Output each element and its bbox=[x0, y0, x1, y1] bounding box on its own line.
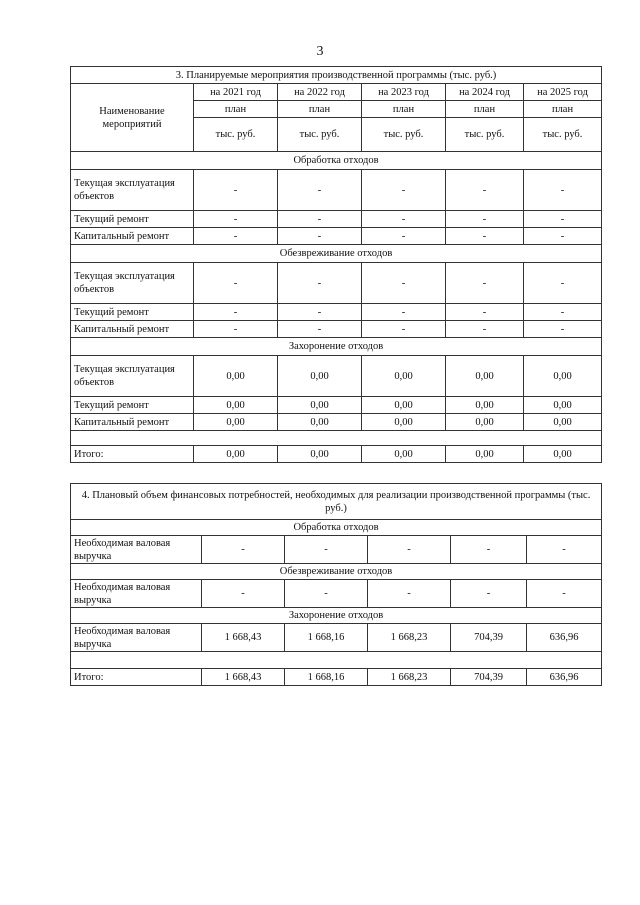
row-name: Текущая эксплуатация объектов bbox=[71, 356, 194, 397]
row-value: - bbox=[524, 263, 602, 304]
plan-header: план bbox=[278, 101, 362, 118]
row-value: 0,00 bbox=[194, 414, 278, 431]
row-value: - bbox=[527, 536, 602, 564]
row-value: - bbox=[362, 170, 446, 211]
row-value: - bbox=[446, 211, 524, 228]
plan-header: план bbox=[524, 101, 602, 118]
unit-header: тыс. руб. bbox=[362, 118, 446, 152]
row-value: - bbox=[278, 321, 362, 338]
row-value: - bbox=[362, 263, 446, 304]
row-name: Текущий ремонт bbox=[71, 211, 194, 228]
table-row bbox=[71, 536, 602, 564]
row-value: - bbox=[451, 580, 527, 608]
row-value: 0,00 bbox=[524, 397, 602, 414]
total-value: 704,39 bbox=[451, 669, 527, 686]
row-value: 1 668,23 bbox=[368, 624, 451, 652]
table-row bbox=[71, 580, 602, 608]
row-value: - bbox=[194, 170, 278, 211]
plan-header: план bbox=[194, 101, 278, 118]
row-value: - bbox=[362, 228, 446, 245]
row-value: - bbox=[524, 304, 602, 321]
table-row bbox=[71, 170, 602, 211]
group-title: Обработка отходов bbox=[71, 520, 602, 536]
name-column-header: Наименование мероприятий bbox=[71, 84, 194, 152]
row-value: - bbox=[446, 263, 524, 304]
row-value: - bbox=[194, 321, 278, 338]
row-value: - bbox=[524, 170, 602, 211]
row-value: 0,00 bbox=[446, 397, 524, 414]
row-value: - bbox=[285, 580, 368, 608]
total-value: 1 668,16 bbox=[285, 669, 368, 686]
group-title-row bbox=[71, 338, 602, 356]
table-row bbox=[71, 356, 602, 397]
row-value: - bbox=[285, 536, 368, 564]
row-value: 636,96 bbox=[527, 624, 602, 652]
row-value: 1 668,16 bbox=[285, 624, 368, 652]
row-value: - bbox=[278, 263, 362, 304]
row-value: - bbox=[451, 536, 527, 564]
row-name: Капитальный ремонт bbox=[71, 321, 194, 338]
row-value: - bbox=[446, 170, 524, 211]
row-value: - bbox=[362, 304, 446, 321]
header-years-row bbox=[71, 84, 602, 101]
year-header: на 2024 год bbox=[446, 84, 524, 101]
row-value: 0,00 bbox=[446, 414, 524, 431]
row-value: - bbox=[527, 580, 602, 608]
plan-header: план bbox=[446, 101, 524, 118]
row-value: - bbox=[362, 321, 446, 338]
total-value: 0,00 bbox=[524, 446, 602, 463]
spacer-row bbox=[71, 652, 602, 669]
row-value: - bbox=[194, 211, 278, 228]
empty-cell bbox=[71, 652, 602, 669]
group-title-row bbox=[71, 608, 602, 624]
row-value: 704,39 bbox=[451, 624, 527, 652]
table-row bbox=[71, 414, 602, 431]
row-name: Необходимая валовая выручка bbox=[71, 536, 202, 564]
row-value: - bbox=[278, 228, 362, 245]
total-value: 1 668,23 bbox=[368, 669, 451, 686]
section-title-row bbox=[71, 67, 602, 84]
total-row bbox=[71, 446, 602, 463]
row-value: 1 668,43 bbox=[202, 624, 285, 652]
row-value: - bbox=[202, 536, 285, 564]
row-value: - bbox=[278, 304, 362, 321]
row-value: - bbox=[194, 304, 278, 321]
table-row bbox=[71, 228, 602, 245]
table-row bbox=[71, 304, 602, 321]
row-name: Текущая эксплуатация объектов bbox=[71, 170, 194, 211]
table-row bbox=[71, 624, 602, 652]
row-name: Капитальный ремонт bbox=[71, 414, 194, 431]
row-name: Текущий ремонт bbox=[71, 397, 194, 414]
table-row bbox=[71, 397, 602, 414]
row-name: Текущий ремонт bbox=[71, 304, 194, 321]
row-value: - bbox=[202, 580, 285, 608]
row-value: - bbox=[446, 304, 524, 321]
row-value: - bbox=[194, 228, 278, 245]
empty-cell bbox=[71, 431, 602, 446]
unit-header: тыс. руб. bbox=[194, 118, 278, 152]
row-value: - bbox=[368, 536, 451, 564]
group-title: Захоронение отходов bbox=[71, 608, 602, 624]
spacer-row bbox=[71, 431, 602, 446]
row-value: - bbox=[524, 211, 602, 228]
total-value: 0,00 bbox=[194, 446, 278, 463]
row-value: - bbox=[368, 580, 451, 608]
row-value: - bbox=[524, 228, 602, 245]
total-row bbox=[71, 669, 602, 686]
year-header: на 2025 год bbox=[524, 84, 602, 101]
group-title: Захоронение отходов bbox=[71, 338, 602, 356]
group-title-row bbox=[71, 245, 602, 263]
row-value: 0,00 bbox=[446, 356, 524, 397]
planned-measures-table bbox=[70, 66, 602, 463]
group-title-row bbox=[71, 152, 602, 170]
group-title-row bbox=[71, 564, 602, 580]
row-name: Текущая эксплуатация объектов bbox=[71, 263, 194, 304]
group-title: Обработка отходов bbox=[71, 152, 602, 170]
page-number: 3 bbox=[316, 44, 324, 59]
financial-needs-table bbox=[70, 483, 602, 686]
row-value: 0,00 bbox=[194, 397, 278, 414]
group-title: Обезвреживание отходов bbox=[71, 564, 602, 580]
row-value: 0,00 bbox=[278, 397, 362, 414]
total-value: 1 668,43 bbox=[202, 669, 285, 686]
unit-header: тыс. руб. bbox=[524, 118, 602, 152]
table-row bbox=[71, 321, 602, 338]
group-title: Обезвреживание отходов bbox=[71, 245, 602, 263]
year-header: на 2022 год bbox=[278, 84, 362, 101]
row-name: Необходимая валовая выручка bbox=[71, 580, 202, 608]
year-header: на 2021 год bbox=[194, 84, 278, 101]
row-name: Капитальный ремонт bbox=[71, 228, 194, 245]
total-value: 0,00 bbox=[362, 446, 446, 463]
year-header: на 2023 год bbox=[362, 84, 446, 101]
table-row bbox=[71, 211, 602, 228]
unit-header: тыс. руб. bbox=[446, 118, 524, 152]
row-value: 0,00 bbox=[524, 356, 602, 397]
row-value: 0,00 bbox=[524, 414, 602, 431]
row-value: 0,00 bbox=[362, 356, 446, 397]
total-value: 0,00 bbox=[446, 446, 524, 463]
row-value: - bbox=[194, 263, 278, 304]
row-value: - bbox=[278, 211, 362, 228]
row-value: - bbox=[362, 211, 446, 228]
row-value: 0,00 bbox=[362, 397, 446, 414]
total-label: Итого: bbox=[71, 446, 194, 463]
row-value: - bbox=[446, 321, 524, 338]
total-value: 636,96 bbox=[527, 669, 602, 686]
section-3-title: 3. Планируемые мероприятия производственной программы (тыс. руб.) bbox=[71, 67, 602, 84]
row-name: Необходимая валовая выручка bbox=[71, 624, 202, 652]
table-row bbox=[71, 263, 602, 304]
section-4-title: 4. Плановый объем финансовых потребностей, необходимых для реализации производственной программы (тыс. руб.) bbox=[71, 484, 602, 520]
plan-header: план bbox=[362, 101, 446, 118]
row-value: 0,00 bbox=[278, 414, 362, 431]
row-value: 0,00 bbox=[278, 356, 362, 397]
total-value: 0,00 bbox=[278, 446, 362, 463]
row-value: - bbox=[278, 170, 362, 211]
group-title-row bbox=[71, 520, 602, 536]
row-value: - bbox=[446, 228, 524, 245]
row-value: 0,00 bbox=[194, 356, 278, 397]
unit-header: тыс. руб. bbox=[278, 118, 362, 152]
row-value: 0,00 bbox=[362, 414, 446, 431]
row-value: - bbox=[524, 321, 602, 338]
section-title-row bbox=[71, 484, 602, 520]
total-label: Итого: bbox=[71, 669, 202, 686]
